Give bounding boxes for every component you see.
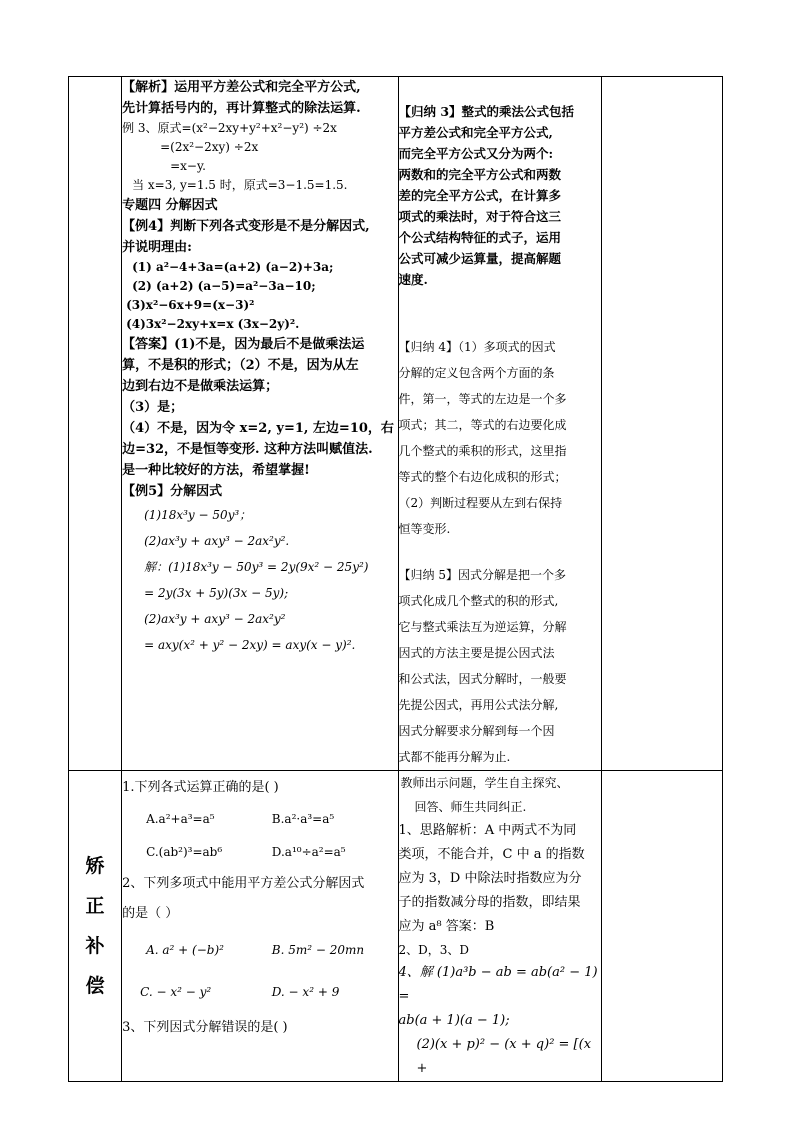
teacher-note-line-2: 回答、师生共同纠正. [414,800,527,814]
section-title-char-4: 偿 [85,975,105,997]
answer4-line-4: （3）是； [122,400,184,415]
q1-option-a: A.a²+a³=a⁵ [146,812,215,826]
summary4-line-7: （2）判断过程要从左到右保持 [398,496,563,510]
summary4-line-4: 项式；其二，等式的右边要化成 [398,418,567,432]
answer4-line-5: （4）不是，因为令 x=2, y=1, 左边=10，右 [122,421,394,436]
row1-summary-cell [398,77,601,771]
example3-line-4: 当 x=3, y=1.5 时，原式=3−1.5=1.5. [132,178,348,192]
solution4-line-3: (2)(x + p)² − (x + q)² = [(x + [416,1037,592,1076]
q2-option-b: B. 5m² − 20mn [271,943,365,957]
summary5-line-8: 式都不能再分解为止. [398,750,511,764]
solution4-line-1: 4、解 (1)a³b − ab = ab(a² − 1) = [398,965,598,1004]
example5-line-5: (2)ax³y + axy³ − 2ax²y² [144,612,286,626]
row2-notes-cell [601,771,722,1082]
review-row [69,77,723,771]
summary5-line-1: 【归纳 5】因式分解是把一个多 [398,568,566,582]
summary4-line-1: 【归纳 4】（1）多项式的因式 [398,340,556,354]
summary3-line-4: 两数和的完全平方公式和两数 [398,167,562,182]
question-1-options-row-1 [122,803,397,836]
summary5-line-2: 项式化成几个整式的积的形式, [398,594,559,608]
q2-option-a: A. a² + (−b)² [146,943,224,957]
answer4-line-3: 边到右边不是做乘法运算； [122,379,279,394]
example4-item-3: (3)x²−6x+9=(x−3)² [126,298,255,312]
section-title-char-2: 正 [85,895,105,917]
summary3-line-7: 个公式结构特征的式子，运用 [398,230,562,245]
example4-line-2: 并说明理由: [122,240,192,255]
summary5-line-3: 它与整式乘法互为逆运算，分解 [398,620,567,634]
summary5-block [399,562,601,770]
summary4-line-3: 件，第一，等式的左边是一个多 [398,392,567,406]
example4-item-4: (4)3x²−2xy+x=x (3x−2y)². [126,317,300,331]
lesson-table [68,76,723,1082]
row1-label-cell [69,77,122,771]
solution1-line-1: 1、思路解析：A 中两式不为同 [398,823,577,838]
question-2-options-row-1 [122,929,397,971]
example3-line-1: 例 3、原式=(x²−2xy+y²+x²−y²) ÷2x [122,121,337,135]
correction-row [69,771,723,1082]
q1-option-d: D.a¹⁰÷a²=a⁵ [271,845,346,859]
example4-item-1: (1) a²−4+3a=(a+2) (a−2)+3a; [132,260,334,274]
summary3-line-9: 速度. [398,272,428,287]
summary3-line-3: 而完全平方公式又分为两个: [398,146,554,161]
question-1-options-row-2 [122,836,397,869]
q2-option-d: D. − x² + 9 [271,985,340,999]
answer4-line-7: 是一种比较好的方法，希望掌握! [122,463,310,478]
teacher-note-line-1: 教师出示问题，学生自主探究、 [400,776,569,790]
analysis-line-2: 先计算括号内的，再计算整式的除法运算. [122,101,361,116]
q1-option-c: C.(ab²)³=ab⁶ [146,845,223,859]
section-title-char-1: 矫 [85,855,105,877]
answers-2-3: 2、D，3、D [398,943,470,957]
solution1-line-2: 类项，不能合并，C 中 a 的指数 [398,847,585,862]
example5-line-1: (1)18x³y − 50y³； [144,508,252,522]
question-2-line-1: 2、下列多项式中能用平方差公式分解因式 [122,876,365,891]
example5-line-4: = 2y(3x + 5y)(3x − 5y); [144,586,289,600]
solution4-line-2: ab(a + 1)(a − 1); [398,1013,510,1028]
solution1-line-5: 应为 a⁸ 答案：B [398,919,495,934]
summary3-line-2: 平方差公式和完全平方公式, [398,125,553,140]
summary3-line-1: 【归纳 3】整式的乘法公式包括 [398,104,575,119]
answer4-line-6: 边=32，不是恒等变形. 这种方法叫赋值法. [122,442,373,457]
example5-line-3: 解：(1)18x³y − 50y³ = 2y(9x² − 25y²) [144,560,369,574]
question-2-options-row-2 [122,971,397,1013]
example5-heading: 【例5】分解因式 [122,484,223,499]
example3-line-3: =x−y. [170,159,206,173]
summary5-line-6: 先提公因式，再用公式法分解, [398,698,559,712]
example4-item-2: (2) (a+2) (a−5)=a²−3a−10; [132,279,316,293]
question-3: 3、下列因式分解错误的是( ) [122,1020,288,1035]
section-title-cell [69,771,122,1082]
example3-line-2: =(2x²−2xy) ÷2x [160,140,259,154]
solution-cell [398,771,601,1082]
summary3-line-6: 项式的乘法时，对于符合这三 [398,209,562,224]
summary4-line-2: 分解的定义包含两个方面的条 [398,366,555,380]
section-title-char-3: 补 [85,935,105,957]
summary3-block [399,101,601,290]
example5-line-2: (2)ax³y + axy³ − 2ax²y². [144,534,290,548]
example4-line-1: 【例4】判断下列各式变形是不是分解因式, [122,219,370,234]
question-2-line-2: 的是（ ） [122,906,179,921]
summary4-line-5: 几个整式的乘积的形式，这里指 [398,444,567,458]
summary5-line-4: 因式的方法主要是提公因式法 [398,646,555,660]
solution1-line-4: 子的指数减分母的指数，即结果 [398,895,581,910]
row1-content-cell [122,77,398,771]
answer4-line-2: 算，不是积的形式；（2）不是，因为从左 [122,358,359,373]
example5-line-6: = axy(x² + y² − 2xy) = axy(x − y)². [144,638,356,652]
summary4-block [399,334,601,542]
question-1: 1.下列各式运算正确的是( ) [122,780,279,795]
summary3-line-5: 差的完全平方公式，在计算多 [398,188,562,203]
solution1-line-3: 应为 3，D 中除法时指数应为分 [398,871,582,886]
summary4-line-8: 恒等变形. [398,522,451,536]
summary5-line-7: 因式分解要求分解到每一个因 [398,724,555,738]
q2-option-c: C. − x² − y² [140,985,212,999]
row1-notes-cell [601,77,722,771]
summary4-line-6: 等式的整个右边化成积的形式； [398,470,567,484]
answer4-line-1: 【答案】(1)不是，因为最后不是做乘法运 [122,337,365,352]
summary5-line-5: 和公式法，因式分解时，一般要 [398,672,567,686]
topic4-heading: 专题四 分解因式 [122,198,218,213]
q1-option-b: B.a²·a³=a⁵ [271,812,335,826]
exercise-cell [122,771,398,1082]
summary3-line-8: 公式可减少运算量，提高解题 [398,251,562,266]
analysis-line-1: 【解析】运用平方差公式和完全平方公式, [122,80,361,95]
